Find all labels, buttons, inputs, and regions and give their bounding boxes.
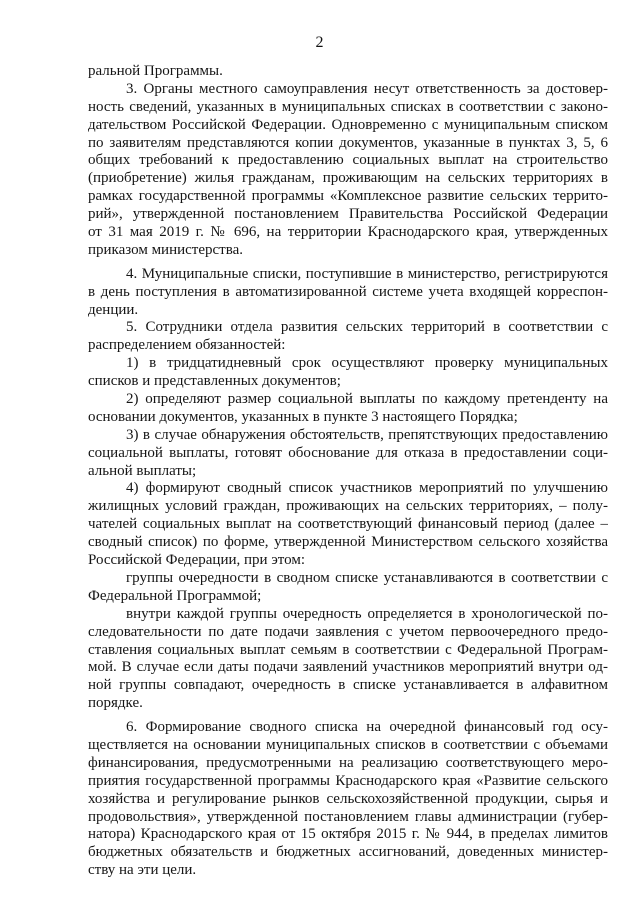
text-line: внутри каждой группы очередность определяется в хронологической по- <box>126 605 608 622</box>
text-line: натора) Краснодарского края от 15 октября 2015 г. № 944, в пределах лимитов <box>88 826 608 843</box>
text-line: жилищных условий граждан, проживающих на сельских территориях, – полу- <box>88 498 608 515</box>
text-line: 6. Формирование сводного списка на очередной финансовый год осу- <box>126 719 608 736</box>
text-line: 2) определяют размер социальной выплаты по каждому претенденту на <box>126 391 608 408</box>
text-line: чателей социальных выплат на соответствующий финансовый период (далее – <box>88 516 608 533</box>
text-line: ству на эти цели. <box>88 862 197 879</box>
text-line: 4. Муниципальные списки, поступившие в министерство, регистрируются <box>126 265 608 282</box>
text-line: бюджетных обязательств и бюджетных ассигнований, доведенных министер- <box>88 844 608 861</box>
text-line: 3) в случае обнаружения обстоятельств, препятствующих предоставлению <box>126 426 608 443</box>
text-line: 1) в тридцатидневный срок осуществляют проверку муниципальных <box>126 355 608 372</box>
document-body <box>88 63 608 880</box>
text-line: 3. Органы местного самоуправления несут ответственность за достовер- <box>126 80 608 97</box>
text-line: группы очередности в сводном списке устанавливаются в соответствии с <box>126 569 608 586</box>
text-line: от 31 мая 2019 г. № 696, на территории Краснодарского края, утвержденных <box>88 224 608 241</box>
text-line: списков и представленных документов; <box>88 373 341 390</box>
text-line: распределением обязанностей: <box>88 337 286 354</box>
text-line: мой. В случае если даты подачи заявлений участников мероприятий внутри од- <box>88 659 608 676</box>
text-line: приятия государственной программы Краснодарского края «Развитие сельского <box>88 772 608 789</box>
text-line: 5. Сотрудники отдела развития сельских территорий в соответствии с <box>126 319 608 336</box>
text-line: социальной выплаты, готовят обоснование для отказа в предоставлении соци- <box>88 444 608 461</box>
text-line: ставления социальных выплат семьям в соответствии с Федеральной Програм- <box>88 641 608 658</box>
text-line: сводный список) по форме, утвержденной Министерством сельского хозяйства <box>88 534 608 551</box>
text-line: рамках государственной программы «Комплексное развитие сельских террито- <box>88 188 608 205</box>
text-line: финансирования, предусмотренными на реализацию соответствующего меро- <box>88 754 608 771</box>
text-line: Российской Федерации, при этом: <box>88 552 305 569</box>
text-line: порядке. <box>88 695 143 712</box>
text-line: (приобретение) жилья гражданам, проживающим на сельских территориях в <box>88 170 608 187</box>
text-line: общих требований к предоставлению социальных выплат на строительство <box>88 152 608 169</box>
text-line: основании документов, указанных в пункте 3 настоящего Порядка; <box>88 408 518 425</box>
text-line: ществляется на основании муниципальных списков в соответствии с объемами <box>88 736 608 753</box>
text-line: альной выплаты; <box>88 462 197 479</box>
text-line: ность сведений, указанных в муниципальных списках в соответствии с законо- <box>88 98 608 115</box>
text-line: хозяйства и регулирование рынков сельскохозяйственной продукции, сырья и <box>88 790 608 807</box>
text-line: ральной Программы. <box>88 63 223 79</box>
text-line: следовательности по дате подачи заявления с учетом первоочередного предо- <box>88 623 608 640</box>
text-line: ной группы совпадают, очередность в списке устанавливается в алфавитном <box>88 677 608 694</box>
text-line: по заявителям представляются копии документов, указанные в пунктах 3, 5, 6 <box>88 134 608 151</box>
text-line: рий», утвержденной постановлением Правительства Российской Федерации <box>88 206 608 223</box>
text-line: денции. <box>88 301 139 318</box>
text-line: приказом министерства. <box>88 241 244 258</box>
text-line: продовольствия», утвержденной постановлением главы администрации (губер- <box>88 808 608 825</box>
text-line: 4) формируют сводный список участников мероприятий по улучшению <box>126 480 608 497</box>
page-number: 2 <box>315 34 324 51</box>
text-line: в день поступления в автоматизированной системе учета входящей корреспон- <box>88 283 608 300</box>
text-line: дательством Российской Федерации. Одновременно с муниципальным списком <box>88 116 608 133</box>
text-line: Федеральной Программой; <box>88 587 262 604</box>
